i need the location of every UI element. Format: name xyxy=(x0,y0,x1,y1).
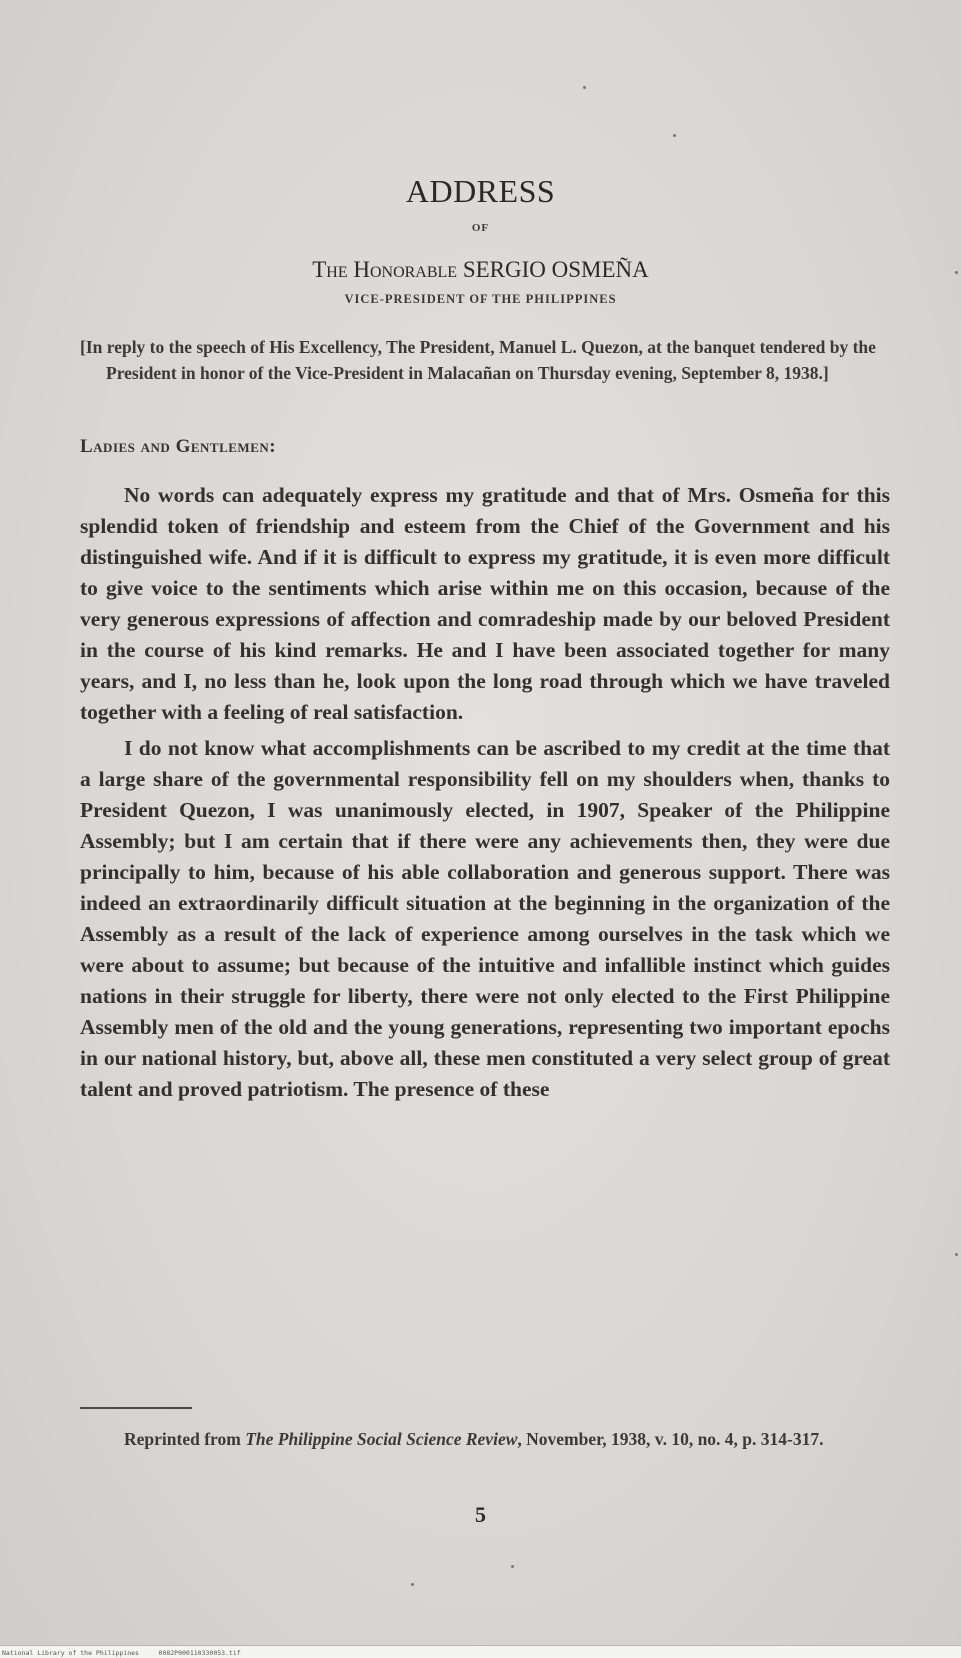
scan-speck xyxy=(955,271,958,274)
footnote-prefix: Reprinted from xyxy=(124,1429,241,1449)
speaker-prefix: The Honorable xyxy=(312,257,458,282)
of-label: OF xyxy=(471,222,490,234)
speaker-role: VICE-PRESIDENT OF THE PHILIPPINES xyxy=(344,292,617,306)
scan-label-strip xyxy=(0,1645,961,1658)
footnote xyxy=(80,1425,890,1453)
salutation: Ladies and Gentlemen: xyxy=(80,436,277,457)
footnote-suffix: , November, 1938, v. 10, no. 4, p. 314-317. xyxy=(517,1429,824,1449)
page-number: 5 xyxy=(475,1502,486,1527)
scan-speck xyxy=(583,86,586,89)
scan-speck xyxy=(673,134,676,137)
intro-note: [In reply to the speech of His Excellency, The President, Manuel L. Quezon, at the banquet tendered by the President in honor of the Vice-President in Malacañan on Thursday evening, September 8, 1938.] xyxy=(80,337,876,383)
speaker-heading xyxy=(0,257,961,283)
body-text xyxy=(80,480,890,1110)
scan-label: National Library of the Philippines 0082P000110330053.tif xyxy=(2,1649,241,1657)
speaker-name: SERGIO OSMEÑA xyxy=(462,257,649,282)
scan-speck xyxy=(511,1565,514,1568)
document-title: ADDRESS xyxy=(405,173,556,209)
footnote-source: The Philippine Social Science Review xyxy=(245,1429,518,1449)
paragraph: I do not know what accomplishments can be ascribed to my credit at the time that a large share of the governmental responsibility fell on my shoulders when, thanks to President Quezon, I was unanimously elected, in 1907, Speaker of the Philippine Assembly; but I am certain that if there were any achievements then, they were due principally to him, because of his able collaboration and generous support. There was indeed an extraordinarily difficult situation at the beginning in the organization of the Assembly as a result of the lack of experience among ourselves in the task which we were about to assume; but because of the intuitive and infallible instinct which guides nations in their struggle for liberty, there were not only elected to the First Philippine Assembly men of the old and the young generations, representing two important epochs in our national history, but, above all, these men constituted a very select group of great talent and proved patriotism. The presence of these xyxy=(80,736,890,1101)
footnote-rule xyxy=(80,1407,192,1409)
paragraph: No words can adequately express my gratitude and that of Mrs. Osmeña for this splendid token of friendship and esteem from the Chief of the Government and his distinguished wife. And if it is difficult to express my gratitude, it is even more difficult to give voice to the sentiments which arise within me on this occasion, because of the very generous expressions of affection and comradeship made by our beloved President in the course of his kind remarks. He and I have been associated together for many years, and I, no less than he, look upon the long road through which we have traveled together with a feeling of real satisfaction. xyxy=(80,483,890,724)
scan-speck xyxy=(955,1253,958,1256)
scan-speck xyxy=(411,1583,414,1586)
